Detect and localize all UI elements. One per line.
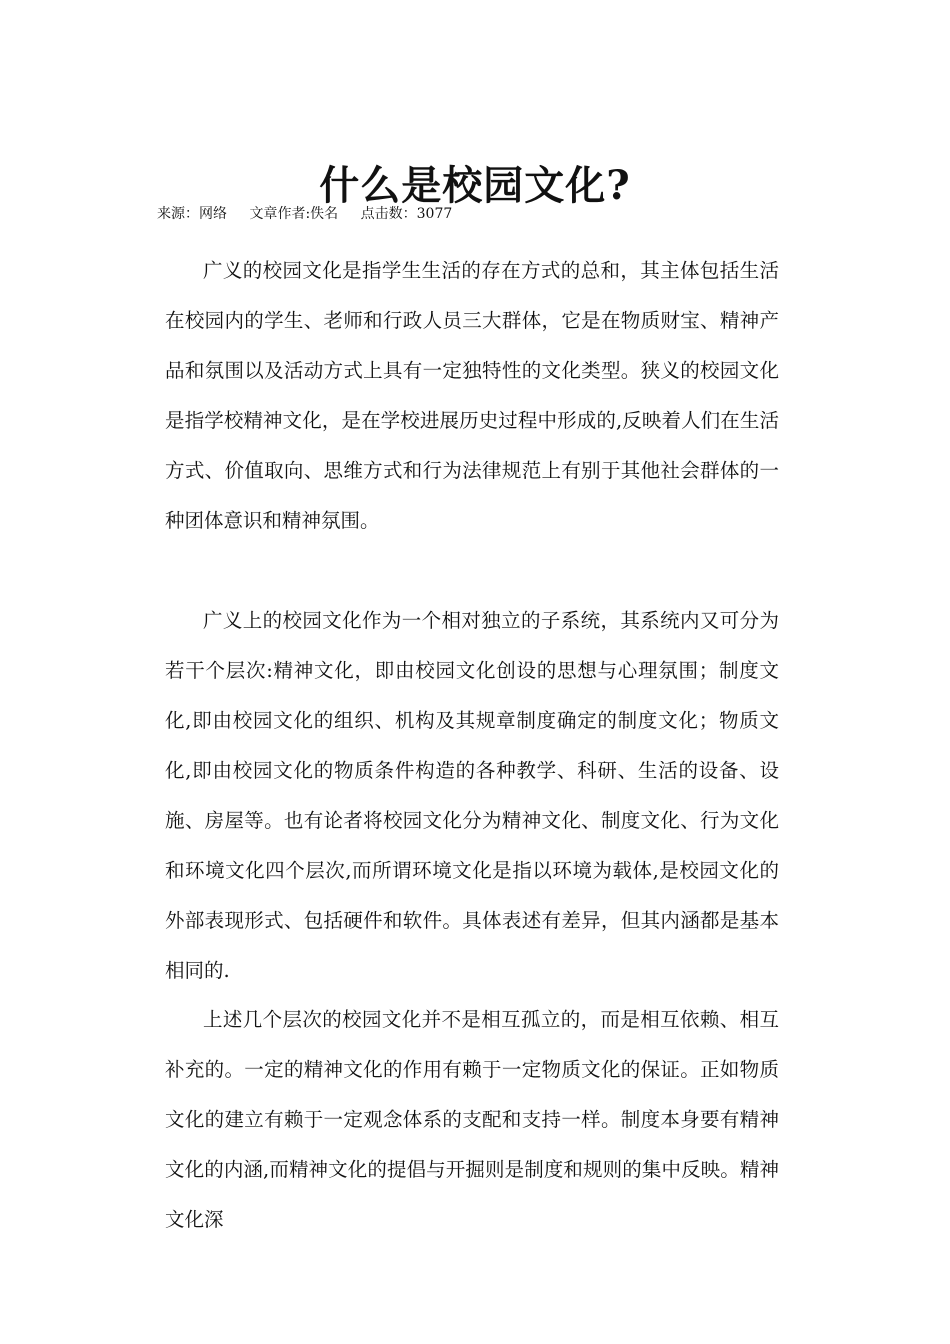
page-title: 什么是校园文化?: [319, 161, 631, 209]
meta-source: 来源：网络: [157, 206, 227, 222]
paragraph-1: 广义的校园文化是指学生生活的存在方式的总和，其主体包括生活在校园内的学生、老师和行政人员三大群体，它是在物质财宝、精神产品和氛围以及活动方式上具有一定独特性的文化类型。狭义的校园文化是指学校精神文化，是在学校进展历史过程中形成的,反映着人们在生活方式、价值取向、思维方式和行为法律规范上有别于其他社会群体的一种团体意识和精神氛围。: [165, 259, 779, 532]
article-meta: [157, 203, 452, 225]
paragraph-2: 广义上的校园文化作为一个相对独立的子系统，其系统内又可分为若干个层次:精神文化，即由校园文化创设的思想与心理氛围；制度文化,即由校园文化的组织、机构及其规章制度确定的制度文化；物质文化,即由校园文化的物质条件构造的各种教学、科研、生活的设备、设施、房屋等。也有论者将校园文化分为精神文化、制度文化、行为文化和环境文化四个层次,而所谓环境文化是指以环境为载体,是校园文化的外部表现形式、包括硬件和软件。具体表述有差异，但其内涵都是基本相同的.: [165, 609, 779, 982]
meta-author: 文章作者:佚名: [249, 206, 339, 222]
paragraph-3: 上述几个层次的校园文化并不是相互孤立的，而是相互依赖、相互补充的。一定的精神文化的作用有赖于一定物质文化的保证。正如物质文化的建立有赖于一定观念体系的支配和支持一样。制度本身要有精神文化的内涵,而精神文化的提倡与开掘则是制度和规则的集中反映。精神文化深: [165, 1008, 779, 1231]
meta-clicks: 点击数：3077: [360, 206, 453, 222]
